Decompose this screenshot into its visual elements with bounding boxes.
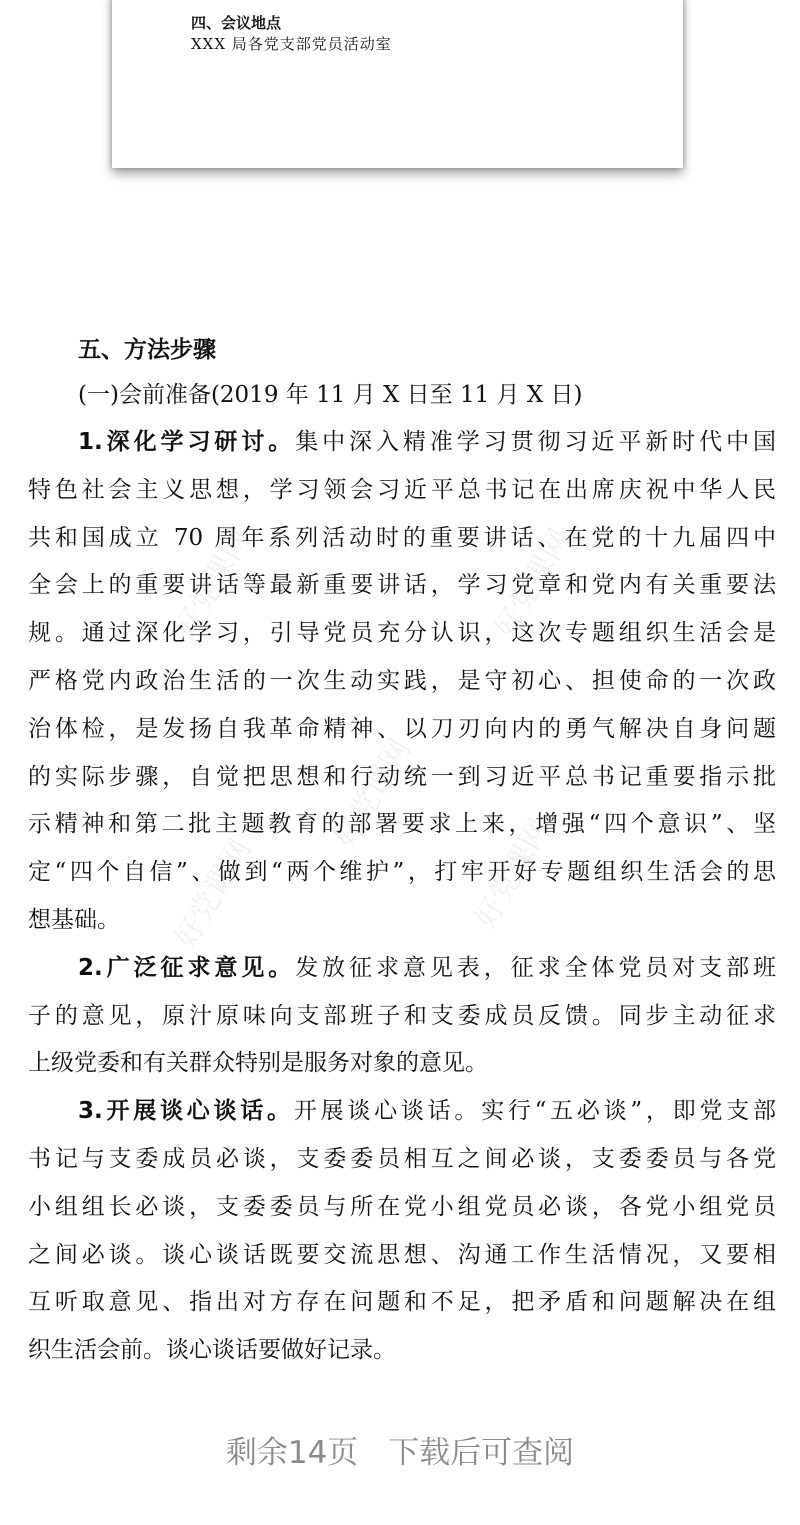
paragraph-heading: 2.广泛征求意见。 — [78, 954, 296, 981]
paragraph-text: 小组组长必谈，支委委员与所在党小组党员必谈，各党小组党员 — [28, 1193, 776, 1220]
watermark: 好党课网 — [167, 523, 259, 645]
previous-page-card — [112, 0, 683, 168]
paragraph-line — [28, 1144, 776, 1174]
paragraph-line — [28, 762, 776, 792]
paragraph-text: 发放征求意见表，征求全体党员对支部班 — [295, 954, 776, 981]
paragraph-text: 示精神和第二批主题教育的部署要求上来，增强“四个意识”、坚 — [28, 811, 776, 838]
paragraph-text: 集中深入精准学习贯彻习近平新时代中国 — [295, 429, 776, 455]
paragraph-line — [78, 427, 776, 457]
paragraph-heading: 3.开展谈心谈话。 — [78, 1098, 294, 1125]
watermark: 好党课网 — [467, 813, 559, 935]
paragraph-text: 书记与支委成员必谈，支委委员相互之间必谈，支委委员与各党 — [28, 1146, 776, 1172]
paragraph-line — [28, 1240, 776, 1270]
paragraph-text: 治体检，是发扬自我革命精神、以刀刃向内的勇气解决自身问题 — [28, 715, 776, 742]
paragraph-line — [28, 475, 776, 505]
paragraph-line — [28, 714, 776, 744]
remaining-pages-notice[interactable]: 剩余14页 下载后可查阅 — [225, 1435, 575, 1471]
paragraph-text: 想基础。 — [28, 907, 120, 933]
paragraph-line — [28, 1048, 776, 1078]
paragraph-text: 上级党委和有关群众特别是服务对象的意见。 — [28, 1050, 488, 1077]
paragraph-line — [78, 953, 776, 983]
paragraph-line — [28, 905, 776, 935]
paragraph-heading: 1.深化学习研讨。 — [78, 429, 296, 455]
paragraph-text: 子的意见，原汁原味向支部班子和支委成员反馈。同步主动征求 — [28, 1002, 776, 1029]
watermark: 好党课网 — [167, 833, 259, 955]
paragraph-text: 的实际步骤，自觉把思想和行动统一到习近平总书记重要指示批 — [28, 763, 776, 790]
paragraph-text: 共和国成立 70 周年系列活动时的重要讲话、在党的十九届四中 — [28, 524, 776, 551]
paragraph-text: 织生活会前。谈心谈话要做好记录。 — [28, 1337, 396, 1364]
paragraph-line — [28, 1001, 776, 1031]
paragraph-text: 定“四个自信”、做到“两个维护”，打牢开好专题组织生活会的思 — [28, 859, 776, 886]
paragraph-line — [28, 809, 776, 839]
watermark: 好党课网 — [487, 523, 579, 645]
paragraph-line — [28, 1287, 776, 1317]
paragraph-line — [28, 1335, 776, 1365]
meeting-location-heading: 四、会议地点 — [191, 14, 282, 32]
paragraph-line — [28, 857, 776, 887]
paragraph-text: 严格党内政治生活的一次生动实践，是守初心、担使命的一次政 — [28, 668, 776, 694]
paragraph-line — [28, 666, 776, 696]
subsection-title: (一)会前准备(2019 年 11 月 X 日至 11 月 X 日) — [78, 382, 583, 408]
paragraph-text: 之间必谈。谈心谈话既要交流思想、沟通工作生活情况，又要相 — [28, 1241, 776, 1268]
meeting-location-text: XXX 局各党支部党员活动室 — [191, 35, 392, 53]
paragraph-text: 特色社会主义思想，学习领会习近平总书记在出席庆祝中华人民 — [28, 476, 776, 503]
paragraph-line — [28, 523, 776, 553]
paragraph-line — [78, 1096, 776, 1126]
paragraph-text: 规。通过深化学习，引导党员充分认识，这次专题组织生活会是 — [28, 620, 776, 647]
watermark: 好党课网 — [327, 733, 419, 855]
section-title: 五、方法步骤 — [78, 337, 216, 363]
paragraph-text: 开展谈心谈话。实行“五必谈”，即党支部 — [293, 1098, 776, 1125]
paragraph-line — [28, 570, 776, 600]
paragraph-text: 全会上的重要讲话等最新重要讲话，学习党章和党内有关重要法 — [28, 572, 776, 599]
paragraph-text: 互听取意见、指出对方存在问题和不足，把矛盾和问题解决在组 — [28, 1289, 776, 1316]
paragraph-line — [28, 618, 776, 648]
paragraph-line — [28, 1192, 776, 1222]
